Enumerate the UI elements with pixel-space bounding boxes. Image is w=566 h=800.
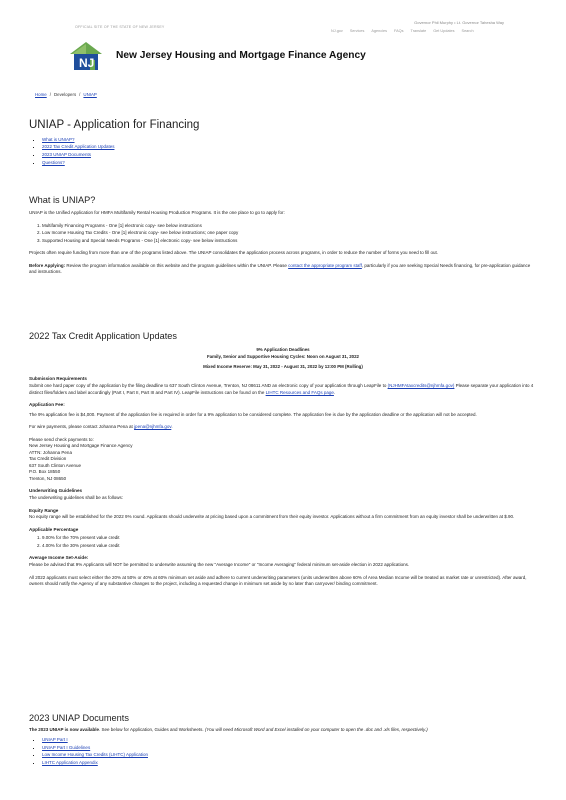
nav-agencies[interactable]: Agencies [371, 29, 388, 33]
tax-credit-heading: 2022 Tax Credit Application Updates [29, 331, 177, 341]
document-link-lihtc-appendix[interactable]: LIHTC Application Appendix [42, 759, 98, 765]
wire-body: For wire payments, please contact Johanna Pena at [29, 424, 135, 430]
submission-label: Submission Requirements [29, 376, 87, 382]
nav-search[interactable]: Search [461, 29, 474, 33]
availability-text: . See below for Application, Guides and Worksheets. [98, 727, 205, 733]
deadlines-subtitle: Family, Senior and Supportive Housing Cycles: Noon on August 31, 2022 [207, 353, 359, 359]
underwriting-label: Underwriting Guidelines [29, 488, 83, 494]
lihtc-resources-link[interactable]: LIHTC Resources and FAQs page [265, 389, 334, 395]
address-line: Trenton, NJ 08650 [29, 475, 67, 481]
what-heading: What is UNIAP? [29, 195, 96, 205]
documents-section [29, 712, 537, 768]
breadcrumb-developers: Developers [53, 92, 77, 97]
underwriting-text: The underwriting guidelines shall be as follows: [29, 495, 124, 501]
submission-end: . [333, 389, 336, 395]
documents-availability [29, 727, 537, 734]
document-item [42, 745, 537, 752]
toc-item [42, 152, 537, 159]
tax-credit-section [29, 330, 537, 594]
submission-text [29, 383, 537, 396]
documents-heading: 2023 UNIAP Documents [29, 713, 129, 723]
equity-label: Equity Range [29, 507, 59, 513]
official-site-label: OFFICIAL SITE OF THE STATE OF NEW JERSEY [75, 25, 165, 29]
program-item: 1. Multifamily Financing Programs - One [1] electronic copy- see below instructions [42, 223, 537, 230]
percentage-item: 1. 9.00% for the 70% present value credit [42, 535, 537, 542]
nav-faqs[interactable]: FAQs [394, 29, 404, 33]
page-title: UNIAP - Application for Financing [29, 119, 200, 131]
availability-note: (You will need Microsoft Word and Excel installed on your computer to open the .doc and .xls files, respectively.) [204, 727, 428, 733]
average-income-text: Please be advised that 9% Applicants will NOT be permitted to underwrite assuming the new "Average Income" or "Income Averaging" federal minimum set-aside election in 2022 applications. [29, 562, 410, 568]
before-applying-text: Review the program information available on this website and the program guidelines within the UNIAP. Please [65, 262, 289, 268]
submission-body: Submit one hard paper copy of the application by the filing deadline to 637 South Clinton Avenue, Trenton, NJ 08611 AND an electronic copy of your application through LeapFile to [29, 383, 388, 389]
toc-item [42, 160, 537, 167]
program-list [29, 223, 537, 244]
title-section [29, 117, 537, 168]
wire-end: . [171, 424, 173, 430]
average-income-label: Average Income Set-Aside: [29, 555, 89, 561]
address-line: P.O. Box 18550 [29, 469, 61, 475]
logo-text: NJ [79, 56, 95, 70]
fee-label: Application Fee: [29, 402, 65, 408]
breadcrumb-current[interactable]: UNIAP [83, 92, 97, 97]
program-item: 3. Supported Housing and Special Needs Programs - One [1] electronic copy- see below instructions [42, 238, 537, 245]
agency-brand[interactable] [68, 40, 366, 72]
breadcrumb [35, 92, 97, 98]
agency-name[interactable]: New Jersey Housing and Mortgage Finance Agency [116, 49, 366, 61]
address-line: ATTN: Johanna Pena [29, 449, 72, 455]
toc-link-tax-credit[interactable]: 2022 Tax Credit Application Updates [42, 144, 115, 150]
before-applying [29, 263, 537, 276]
before-applying-label: Before Applying: [29, 262, 66, 268]
governor-line: Governor Phil Murphy • Lt. Governor Tahesha Way [414, 20, 504, 25]
toc-item [42, 144, 537, 151]
breadcrumb-home[interactable]: Home [35, 92, 47, 97]
nav-translate[interactable]: Translate [410, 29, 427, 33]
nav-get-updates[interactable]: Get Updates [433, 29, 455, 33]
document-link-lihtc-application[interactable]: Low Income Housing Tax Credits (LIHTC) Application [42, 752, 148, 758]
before-applying-tail: , particularly if you are seeking Special Needs financing, for pre-application guidance and instructions. [29, 262, 531, 275]
toc-link-what[interactable]: What is UNIAP? [42, 136, 75, 142]
document-link-part-1[interactable]: UNIAP Part I [42, 736, 68, 742]
toc-link-questions[interactable]: Questions? [42, 160, 65, 166]
document-item [42, 752, 537, 759]
equity-text: No equity range will be established for the 2022 9% round. Applicants should underwrite at pricing based upon a commitment from their equity investor. Applications without a firm commitment from an equity investor shall be underwritten at $.90. [29, 514, 515, 520]
house-logo-icon [68, 40, 104, 72]
deadlines-title: 9% Application Deadlines [256, 347, 310, 353]
availability-bold: The 2023 UNIAP is now available [29, 727, 99, 733]
top-bar [0, 0, 566, 40]
fee-text: The 9% application fee is $4,000. Payment of the application fee is required in order for a 9% application to be considered complete. The application fee is due by the application deadline or the application will not be accepted. [29, 411, 477, 417]
wire-email-link[interactable]: jpena@njhmfa.gov [134, 424, 172, 430]
table-of-contents [29, 137, 537, 167]
address-line: New Jersey Housing and Mortgage Finance Agency [29, 443, 133, 449]
what-intro: UNIAP is the Unified Application for HMFA Multifamily Rental Housing Production Programs. It is the one place to go to apply for: [29, 210, 285, 216]
documents-list [29, 737, 537, 767]
percentage-label: Applicable Percentage [29, 526, 79, 532]
all-applicants-text: All 2022 applicants must select either the 20% at 50% or 40% at 60% minimum set aside and adhere to current underwriting parameters (units underwritten above 60% of Area Median Income will be treated as market rate or unrestricted). After award, owners should notify the Agency of any substantive changes to the project, including a requested change in minimum set aside by no later than carryover/ binding commitment. [29, 574, 527, 587]
document-link-part-1-guidelines[interactable]: UNIAP Part I Guidelines [42, 744, 91, 750]
tax-credit-email-link[interactable]: (NJHMFAtaxcredits@njhmfa.gov) [387, 383, 455, 389]
contact-staff-link[interactable]: contact the appropriate program staff [288, 262, 362, 268]
check-address [29, 437, 537, 483]
toc-link-documents[interactable]: 2023 UNIAP Documents [42, 152, 91, 158]
percentage-item: 2. 4.00% for the 30% present value credit [42, 543, 537, 550]
submission-body-2: Please separate your application into 4 distinct files/folders and label accordingly (Part I, Part II, Part III and Part IV). LeapFile instructions can be found on the [29, 383, 534, 395]
wire-text [29, 424, 537, 431]
nav-njgov[interactable]: NJ.gov [331, 29, 343, 33]
what-section [29, 194, 537, 282]
document-item [42, 737, 537, 744]
state-nav [331, 29, 474, 35]
program-item: 2. Low Income Housing Tax Credits - One [1] electronic copy- see below instructions; one paper copy [42, 230, 537, 237]
address-line: Tax Credit Division [29, 456, 67, 462]
address-line: Please send check payments to: [29, 436, 94, 442]
agency-logo [68, 40, 104, 72]
document-item [42, 760, 537, 767]
nav-services[interactable]: Services [349, 29, 365, 33]
breadcrumb-separator: / [79, 92, 81, 97]
percentage-list [29, 535, 537, 549]
breadcrumb-separator: / [49, 92, 51, 97]
consolidate-text: Projects often require funding from more than one of the programs listed above. The UNIAP consolidates the application process across programs, in order to reduce the number of forms you need to fill out. [29, 250, 439, 256]
address-line: 637 South Clinton Avenue [29, 462, 81, 468]
mixed-income-deadline: Mixed Income Reserve: May 31, 2022 - August 31, 2022 by 12:00 PM (Rolling) [203, 364, 363, 370]
toc-item [42, 137, 537, 144]
